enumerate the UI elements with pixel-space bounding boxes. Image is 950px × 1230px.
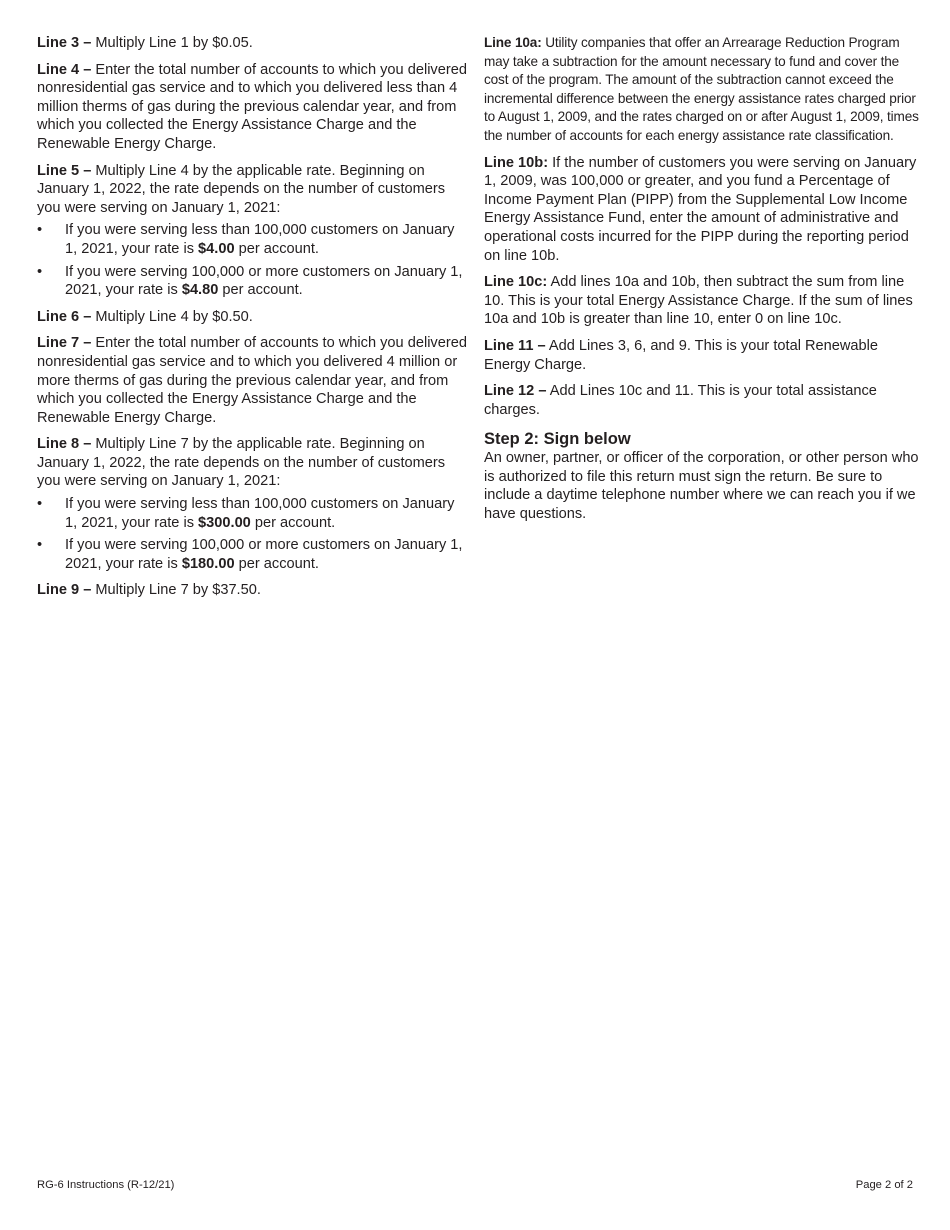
step2-text: An owner, partner, or officer of the corporation, or other person who is authorized to file this return must sign the return. Be sure to include a daytime telephone number where we can reach you if we have questions. [484, 450, 919, 523]
bullet-icon: • [37, 263, 43, 280]
bullet-icon: • [37, 537, 43, 554]
form-id-footer: RG-6 Instructions (R-12/21) [37, 1179, 175, 1191]
line5-bullet-under-100k: • If you were serving less than 100,000 customers on January 1, 2021, your rate is $4.00 per account. [37, 222, 455, 257]
left-column [37, 34, 470, 608]
line8-instruction: Line 8 – Multiply Line 7 by the applicable rate. Beginning on January 1, 2022, the rate depends on the number of customers you were serving on January 1, 2021: [37, 436, 446, 490]
line9-instruction: Line 9 – Multiply Line 7 by $37.50. [37, 582, 261, 599]
line10a-instruction: Line 10a: Utility companies that offer an Arrearage Reduction Program may take a subtraction for the amount necessary to fund and cover the cost of the program. The amount of the subtraction cannot exceed the incremental difference between the energy assistance rates charged prior to August 1, 2009, and the rates charged on or after August 1, 2009, times the number of accounts for each energy assistance rate classification. [484, 35, 919, 143]
line6-instruction: Line 6 – Multiply Line 4 by $0.50. [37, 308, 253, 325]
right-column [484, 34, 920, 532]
line5-bullet-100k-or-more: • If you were serving 100,000 or more customers on January 1, 2021, your rate is $4.80 per account. [37, 263, 463, 299]
line10c-instruction: Line 10c: Add lines 10a and 10b, then subtract the sum from line 10. This is your total Energy Assistance Charge. If the sum of lines 10a and 10b is greater than line 10, enter 0 on line 10c. [484, 274, 913, 328]
bullet-icon: • [37, 496, 43, 513]
step2-heading: Step 2: Sign below [484, 430, 631, 449]
line11-instruction: Line 11 – Add Lines 3, 6, and 9. This is your total Renewable Energy Charge. [484, 337, 879, 373]
bullet-icon: • [37, 222, 43, 239]
line8-bullet-100k-or-more: • If you were serving 100,000 or more customers on January 1, 2021, your rate is $180.00 per account. [37, 537, 463, 572]
line10b-instruction: Line 10b: If the number of customers you were serving on January 1, 2009, was 100,000 or greater, and you fund a Percentage of Income Payment Plan (PIPP) from the Supplemental Low Income Energy Assistance Fund, enter the amount of administrative and operational costs incurred for the PIPP during the reporting period on line 10b. [484, 154, 917, 264]
line5-instruction: Line 5 – Multiply Line 4 by the applicable rate. Beginning on January 1, 2022, the rate depends on the number of customers you were serving on January 1, 2021: [37, 162, 446, 216]
line8-bullet-under-100k: • If you were serving less than 100,000 customers on January 1, 2021, your rate is $300.00 per account. [37, 496, 455, 531]
line4-instruction: Line 4 – Enter the total number of accounts to which you delivered nonresidential gas service and to which you delivered less than 4 million therms of gas during the previous calendar year, and from which you collected the Energy Assistance Charge and the Renewable Energy Charge. [37, 61, 467, 152]
line3-instruction: Line 3 – Multiply Line 1 by $0.05. [37, 35, 253, 51]
line12-instruction: Line 12 – Add Lines 10c and 11. This is your total assistance charges. [484, 383, 877, 418]
page-number-footer: Page 2 of 2 [855, 1179, 913, 1191]
line7-instruction: Line 7 – Enter the total number of accounts to which you delivered nonresidential gas service and to which you delivered 4 million or more therms of gas during the previous calendar year, and from which you collected the Energy Assistance Charge and the Renewable Energy Charge. [37, 335, 467, 426]
